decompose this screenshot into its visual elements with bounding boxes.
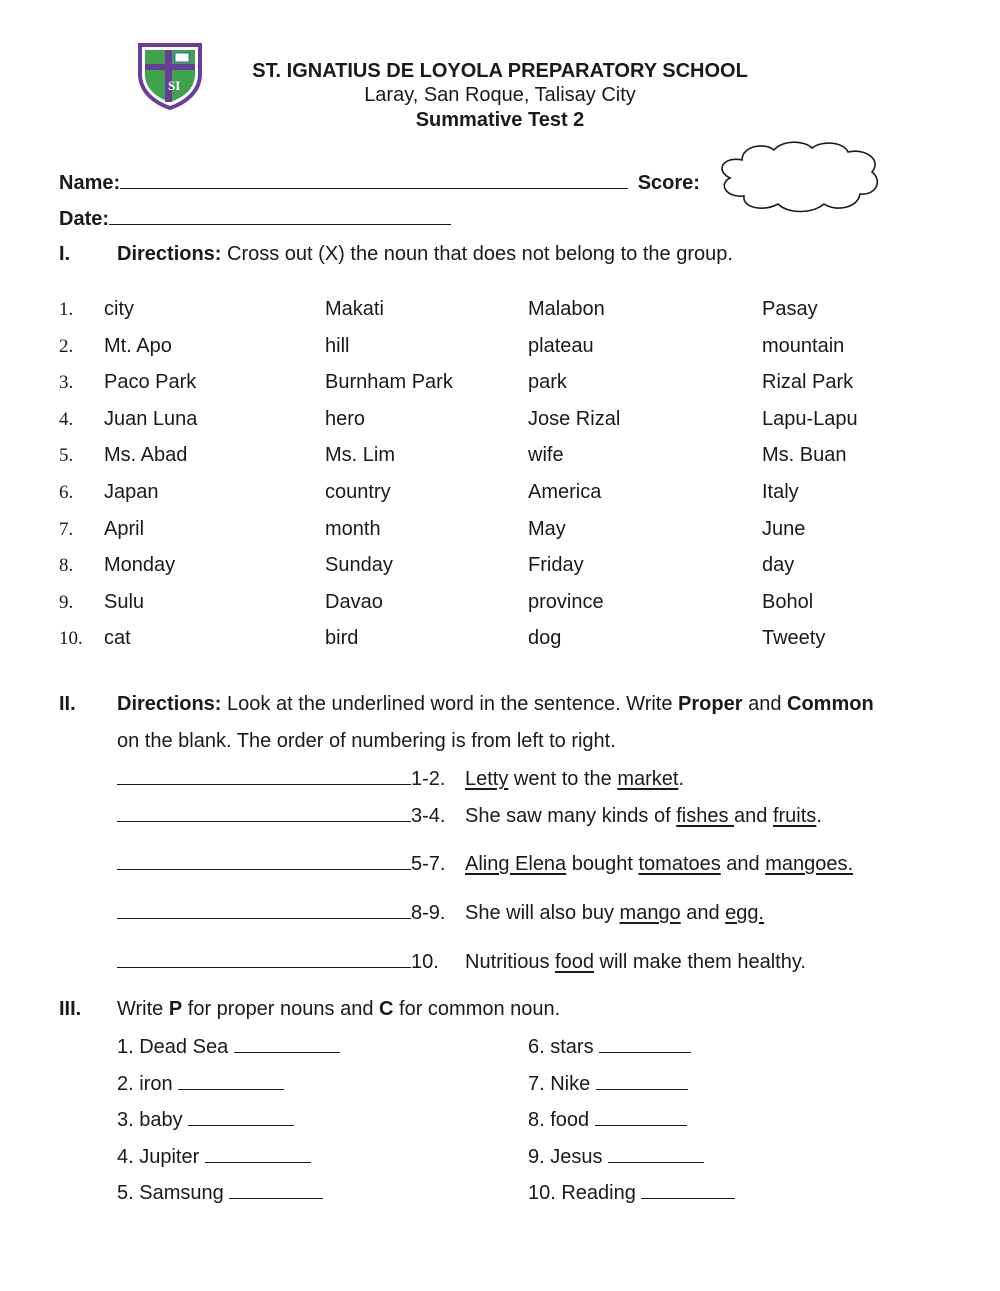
part1-row-number: 9. bbox=[59, 591, 74, 613]
part3-directions bbox=[117, 998, 560, 1021]
part1-noun-option[interactable]: cat bbox=[104, 627, 131, 650]
part3-pre: Write bbox=[117, 998, 169, 1020]
part1-row-number: 6. bbox=[59, 482, 74, 503]
part1-row-number: 1. bbox=[59, 299, 74, 320]
part2-item bbox=[117, 949, 806, 974]
part1-noun-option[interactable]: Rizal Park bbox=[762, 371, 854, 394]
underlined-word: fruits bbox=[772, 805, 817, 827]
sentence bbox=[465, 768, 684, 790]
answer-blank[interactable] bbox=[178, 1071, 284, 1090]
part3-mid: for proper nouns and bbox=[182, 998, 379, 1020]
part1-noun-option[interactable]: Sulu bbox=[104, 590, 145, 613]
answer-blank[interactable] bbox=[599, 1034, 691, 1053]
item-number: 8-9. bbox=[411, 902, 446, 924]
part1-noun-option[interactable]: Jose Rizal bbox=[528, 407, 621, 430]
date-label: Date: bbox=[59, 208, 110, 230]
part1-noun-option[interactable]: Italy bbox=[762, 481, 799, 503]
test-title: Summative Test 2 bbox=[415, 109, 585, 131]
and-word: and bbox=[742, 693, 787, 715]
underlined-word: mango bbox=[619, 902, 681, 924]
underlined-word: food bbox=[555, 951, 594, 973]
part1-noun-option[interactable]: Ms. Lim bbox=[325, 444, 395, 467]
part3-item bbox=[117, 1180, 323, 1205]
part1-noun-option[interactable]: country bbox=[325, 481, 391, 503]
answer-blank[interactable] bbox=[117, 900, 411, 919]
part1-noun-option[interactable]: Friday bbox=[528, 554, 584, 577]
part2-directions bbox=[117, 693, 874, 716]
part2-directions-text: Look at the underlined word in the sentence. Write bbox=[221, 693, 679, 715]
part1-noun-option[interactable]: mountain bbox=[762, 334, 845, 357]
part1-noun-option[interactable]: June bbox=[762, 517, 806, 540]
part1-noun-option[interactable]: May bbox=[528, 517, 566, 540]
common-word: Common bbox=[787, 693, 874, 715]
part3-item-label: 4. Jupiter bbox=[117, 1145, 205, 1168]
part2-directions-line2: on the blank. The order of numbering is from left to right. bbox=[117, 730, 616, 752]
part3-item bbox=[528, 1144, 704, 1169]
part3-item-label: 1. Dead Sea bbox=[117, 1036, 234, 1058]
part1-noun-option[interactable]: Paco Park bbox=[104, 371, 197, 394]
underlined-word: egg. bbox=[725, 902, 765, 924]
part1-noun-option[interactable]: Ms. Abad bbox=[104, 444, 188, 467]
part3-item-label: 10. Reading bbox=[528, 1182, 642, 1205]
sentence-text: and bbox=[720, 853, 766, 875]
part3-item bbox=[528, 1180, 735, 1205]
part1-noun-option[interactable]: Malabon bbox=[528, 298, 605, 320]
part1-noun-option[interactable]: Pasay bbox=[762, 298, 818, 320]
item-number: 3-4. bbox=[411, 805, 446, 827]
part1-noun-option[interactable]: Makati bbox=[325, 298, 384, 320]
part3-item-label: 8. food bbox=[528, 1109, 595, 1132]
sentence bbox=[465, 951, 806, 973]
part1-noun-option[interactable]: April bbox=[104, 517, 145, 540]
part1-roman: I. bbox=[59, 243, 71, 265]
part3-item bbox=[117, 1034, 340, 1059]
part1-directions-text: Cross out (X) the noun that does not belong to the group. bbox=[221, 243, 733, 265]
answer-blank[interactable] bbox=[117, 949, 411, 968]
part3-item bbox=[528, 1107, 687, 1132]
part1-noun-option[interactable]: plateau bbox=[528, 334, 594, 357]
answer-blank[interactable] bbox=[596, 1071, 688, 1090]
proper-word: Proper bbox=[678, 693, 743, 715]
sentence bbox=[465, 902, 764, 924]
score-label: Score: bbox=[637, 172, 700, 194]
part1-noun-option[interactable]: Juan Luna bbox=[104, 407, 198, 430]
part1-noun-option[interactable]: day bbox=[762, 554, 795, 577]
sentence-text: went to the bbox=[508, 768, 618, 790]
part1-noun-option[interactable]: Mt. Apo bbox=[104, 334, 172, 357]
part1-directions bbox=[117, 243, 733, 266]
answer-blank[interactable] bbox=[205, 1144, 311, 1163]
sentence-text: will make them healthy. bbox=[593, 951, 806, 973]
part3-item bbox=[528, 1034, 691, 1059]
part3-item-label: 7. Nike bbox=[528, 1072, 596, 1095]
part1-noun-option[interactable]: America bbox=[528, 481, 602, 503]
underlined-word: market bbox=[617, 768, 679, 790]
underlined-word: Letty bbox=[465, 768, 509, 790]
part1-directions-label: Directions: bbox=[117, 243, 222, 265]
part3-item bbox=[117, 1107, 294, 1132]
date-field bbox=[59, 206, 451, 231]
part1-row-number: 10. bbox=[59, 628, 83, 650]
part2-directions-label: Directions: bbox=[117, 693, 222, 715]
score-cloud[interactable] bbox=[712, 138, 886, 218]
answer-blank[interactable] bbox=[188, 1107, 294, 1126]
underlined-word: fishes bbox=[676, 805, 735, 827]
sentence-text: She will also buy bbox=[465, 902, 620, 924]
part1-noun-option[interactable]: bird bbox=[325, 627, 359, 650]
name-blank[interactable] bbox=[120, 170, 628, 189]
part3-p: P bbox=[168, 998, 183, 1020]
part2-item bbox=[117, 766, 684, 791]
answer-blank[interactable] bbox=[234, 1034, 340, 1053]
sentence-text: . bbox=[678, 768, 685, 790]
sentence-text: Nutritious bbox=[465, 951, 556, 973]
sentence bbox=[465, 853, 853, 875]
part1-noun-option[interactable]: month bbox=[325, 517, 381, 540]
part1-row-number: 3. bbox=[59, 372, 74, 394]
answer-blank[interactable] bbox=[117, 803, 411, 822]
part1-noun-option[interactable]: city bbox=[104, 298, 134, 320]
item-number: 10. bbox=[411, 951, 439, 973]
part1-noun-option[interactable]: province bbox=[528, 590, 604, 613]
part3-item-label: 3. baby bbox=[117, 1109, 189, 1132]
sentence bbox=[465, 805, 822, 827]
part3-roman: III. bbox=[59, 998, 82, 1020]
name-label: Name: bbox=[59, 172, 121, 194]
part1-noun-option[interactable]: wife bbox=[528, 444, 564, 467]
part1-row-number: 5. bbox=[59, 445, 74, 467]
sentence-text: bought bbox=[566, 853, 639, 875]
part1-noun-option[interactable]: park bbox=[528, 371, 567, 394]
part1-noun-option[interactable]: Ms. Buan bbox=[762, 444, 847, 467]
underlined-word: tomatoes bbox=[638, 853, 721, 875]
svg-text:SI: SI bbox=[168, 78, 181, 93]
part3-item bbox=[117, 1071, 284, 1096]
part3-item-label: 6. stars bbox=[528, 1036, 600, 1058]
part3-item bbox=[528, 1071, 688, 1096]
part3-item-label: 9. Jesus bbox=[528, 1145, 609, 1168]
answer-blank[interactable] bbox=[608, 1144, 704, 1163]
part1-noun-option[interactable]: Bohol bbox=[762, 590, 814, 613]
part1-row-number: 4. bbox=[59, 408, 74, 430]
part1-noun-option[interactable]: dog bbox=[528, 627, 562, 650]
item-number: 5-7. bbox=[411, 853, 446, 875]
item-number: 1-2. bbox=[411, 768, 446, 790]
part1-noun-option[interactable]: Monday bbox=[104, 554, 176, 577]
part1-noun-option[interactable]: Davao bbox=[325, 590, 383, 613]
name-field bbox=[59, 170, 700, 195]
sentence-text: She saw many kinds of bbox=[465, 805, 677, 827]
part3-post: for common noun. bbox=[393, 998, 561, 1020]
part1-row-number: 8. bbox=[59, 555, 74, 577]
part3-item bbox=[117, 1144, 311, 1169]
part1-noun-option[interactable]: Japan bbox=[104, 481, 159, 503]
sentence-text: . bbox=[816, 805, 822, 827]
part1-row-number: 7. bbox=[59, 518, 74, 540]
part1-noun-option[interactable]: Tweety bbox=[762, 627, 826, 650]
answer-blank[interactable] bbox=[117, 766, 411, 785]
part1-noun-option[interactable]: Burnham Park bbox=[325, 371, 453, 394]
part2-item bbox=[117, 851, 853, 876]
part1-noun-option[interactable]: hero bbox=[325, 407, 366, 430]
part1-noun-option[interactable]: hill bbox=[325, 334, 350, 357]
part1-noun-option[interactable]: Lapu-Lapu bbox=[762, 407, 858, 430]
part3-item-label: 2. iron bbox=[117, 1072, 179, 1095]
answer-blank[interactable] bbox=[641, 1180, 735, 1199]
school-address: Laray, San Roque, Talisay City bbox=[364, 84, 636, 106]
date-blank[interactable] bbox=[109, 206, 451, 225]
part1-row-number: 2. bbox=[59, 335, 74, 357]
school-name: ST. IGNATIUS DE LOYOLA PREPARATORY SCHOOL bbox=[252, 60, 748, 82]
sentence-text: and bbox=[734, 805, 773, 827]
underlined-word: mangoes. bbox=[765, 853, 854, 875]
part2-roman: II. bbox=[59, 693, 76, 715]
part2-item bbox=[117, 900, 764, 925]
part3-c: C bbox=[379, 998, 394, 1020]
sentence-text: and bbox=[680, 902, 726, 924]
answer-blank[interactable] bbox=[117, 851, 411, 870]
part1-noun-option[interactable]: Sunday bbox=[325, 554, 393, 577]
part2-item bbox=[117, 803, 822, 828]
part3-item-label: 5. Samsung bbox=[117, 1182, 230, 1205]
answer-blank[interactable] bbox=[229, 1180, 323, 1199]
underlined-word: Aling Elena bbox=[465, 853, 567, 875]
answer-blank[interactable] bbox=[595, 1107, 687, 1126]
